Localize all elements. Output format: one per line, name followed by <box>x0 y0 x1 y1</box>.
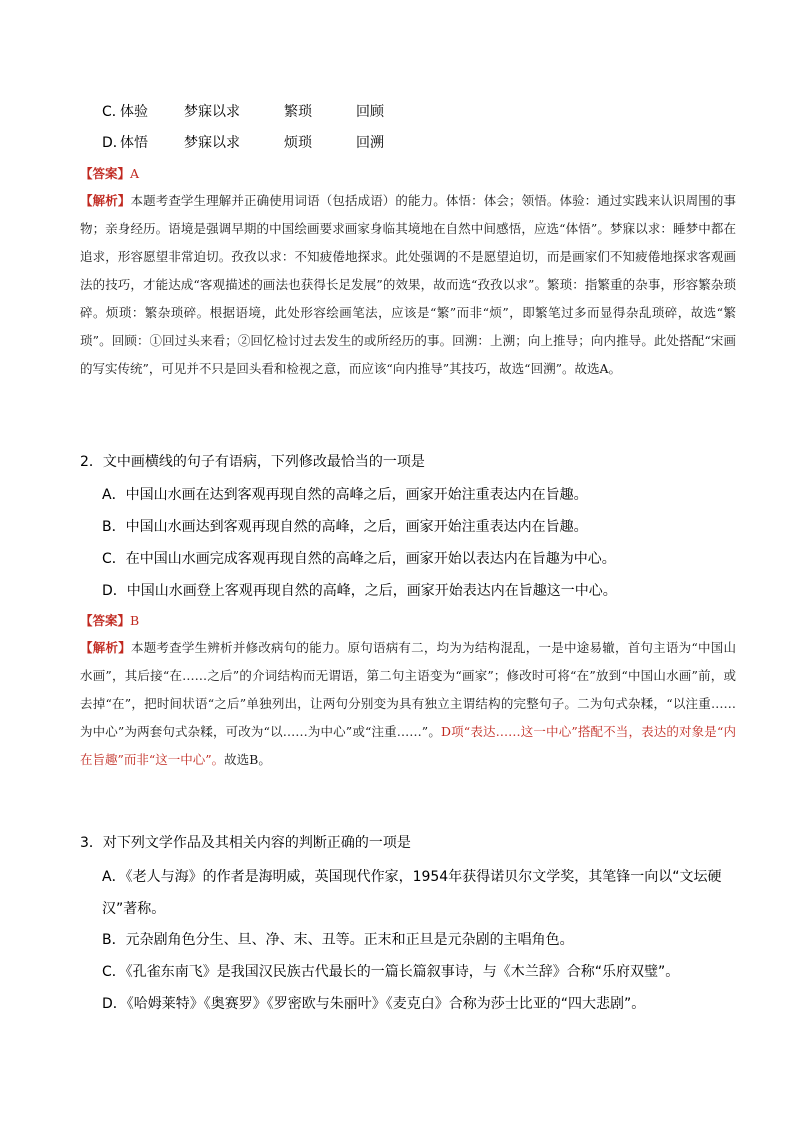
q2-option-b: B．中国山水画达到客观再现自然的高峰，之后，画家开始注重表达内在旨趣。 <box>102 519 588 535</box>
answer-label: 【答案】 <box>80 166 131 181</box>
answer-label: 【答案】 <box>80 613 131 628</box>
option-word: 回顾 <box>356 104 384 120</box>
q2-option-a: A．中国山水画在达到客观再现自然的高峰之后，画家开始注重表达内在旨趣。 <box>102 487 588 503</box>
option-letter: C． <box>102 104 126 120</box>
q3-option-c: C．《孔雀东南飞》是我国汉民族古代最长的一篇长篇叙事诗，与《木兰辞》合称“乐府双璧”。 <box>102 964 680 980</box>
explanation-text: 本题考查学生理解并正确使用词语（包括成语）的能力。体悟：体会；领悟。体验：通过实践来认识周围的事物；亲身经历。语境是强调早期的中国绘画要求画家身临其境地在自然中间感悟，应选“体悟”。梦寐以求：睡梦中都在追求，形容愿望非常迫切。孜孜以求：不知疲倦地探求。此处强调的不是愿望迫切，而是画家们不知疲倦地探求客观画法的技巧，才能达成“客观描述的画法也获得长足发展”的效果，故而选“孜孜以求”。繁琐：指繁重的杂事，形容繁杂琐碎。烦琐：繁杂琐碎。根据语境，此处形容绘画笔法，应该是“繁”而非“烦”，即繁笔过多而显得杂乱琐碎，故选“繁琐”。回顾：①回过头来看；②回忆检讨过去发生的或所经历的事。回溯：上溯；向上推导；向内推导。此处搭配“宋画的写实传统”，可见并不只是回头看和检视之意，而应该“向内推导”其技巧，故选“回溯”。故选A。 <box>80 193 736 376</box>
option-word: 烦琐 <box>284 135 312 151</box>
option-letter: D． <box>102 135 127 151</box>
q1-explanation <box>80 187 736 383</box>
answer-value: B <box>130 613 140 628</box>
explanation-label: 【解析】 <box>80 640 131 655</box>
q3-option-b: B．元杂剧角色分生、旦、净、末、丑等。正末和正旦是元杂剧的主唱角色。 <box>102 932 574 948</box>
option-word: 梦寐以求 <box>184 104 240 120</box>
option-word: 体验 <box>120 104 148 120</box>
option-word: 梦寐以求 <box>184 135 240 151</box>
q2-option-d: D．中国山水画登上客观再现自然的高峰，之后，画家开始表达内在旨趣这一中心。 <box>102 583 617 599</box>
explanation-label: 【解析】 <box>80 193 131 208</box>
q3-option-a <box>102 861 736 925</box>
option-word: 回溯 <box>356 135 384 151</box>
q3-option-a-text: A．《老人与海》的作者是海明威，英国现代作家，1954年获得诺贝尔文学奖，其笔锋一向以“文坛硬汉”著称。 <box>102 869 722 917</box>
answer-value: A <box>130 166 140 181</box>
option-word: 繁琐 <box>284 104 312 120</box>
q1-answer <box>80 165 139 183</box>
q2-stem: 2．文中画横线的句子有语病，下列修改最恰当的一项是 <box>80 454 425 470</box>
option-word: 体悟 <box>120 135 148 151</box>
explanation-text: 本题考查学生辨析并修改病句的能力。原句语病有二，均为为结构混乱，一是中途易辙，首句主语为“中国山水画”，其后接“在……之后”的介词结构而无谓语，第二句主语变为“画家”；修改时可将“在”放到“中国山水画”前，或去掉“在”，把时间状语“之后”单独列出，让两句分别变为具有独立主谓结构的完整句子。二为句式杂糅，“以注重……为中心”为两套句式杂糅，可改为“以……为中心”或“注重……”。 <box>80 640 736 739</box>
q3-stem: 3．对下列文学作品及其相关内容的判断正确的一项是 <box>80 835 411 851</box>
explanation-conclusion: 故选B。 <box>224 752 271 767</box>
q2-explanation <box>80 634 736 774</box>
explanation-highlight: D项“表达……这一中心”搭配不当，表达的对象是“内在旨趣”而非“这一中心”。 <box>80 724 736 767</box>
q2-answer <box>80 612 139 630</box>
q3-option-d: D．《哈姆莱特》《奥赛罗》《罗密欧与朱丽叶》《麦克白》合称为莎士比亚的“四大悲剧”。 <box>102 996 646 1012</box>
q2-option-c: C．在中国山水画完成客观再现自然的高峰之后，画家开始以表达内在旨趣为中心。 <box>102 551 616 567</box>
